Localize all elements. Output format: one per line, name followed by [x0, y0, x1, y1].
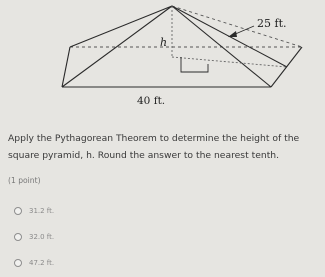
option-label: 47.2 ft.: [29, 259, 55, 267]
radio-button[interactable]: [14, 233, 22, 241]
base-length-label: 40 ft.: [137, 95, 166, 107]
answer-option-2[interactable]: [14, 233, 54, 241]
right-angle-marker: [181, 57, 208, 72]
radio-button[interactable]: [14, 259, 22, 267]
lateral-edge-left: [62, 6, 172, 87]
pyramid-diagram: [0, 0, 325, 125]
center-to-midpoint-line: [172, 57, 287, 67]
option-label: 31.2 ft.: [29, 207, 55, 215]
points-label: (1 point): [8, 176, 41, 185]
slant-height-label: 25 ft.: [257, 17, 287, 30]
question-prompt: Apply the Pythagorean Theorem to determine the height of the square pyramid, h. Round the answer to the nearest tenth.: [8, 133, 300, 161]
answer-option-1[interactable]: [14, 207, 54, 215]
base-left-edge: [62, 47, 70, 87]
answer-option-3[interactable]: [14, 259, 54, 267]
radio-button[interactable]: [14, 207, 22, 215]
label-arrowhead: [228, 31, 237, 37]
option-label: 32.0 ft.: [29, 233, 55, 241]
height-label: h: [160, 36, 168, 49]
lateral-edge-back-left: [70, 6, 172, 47]
